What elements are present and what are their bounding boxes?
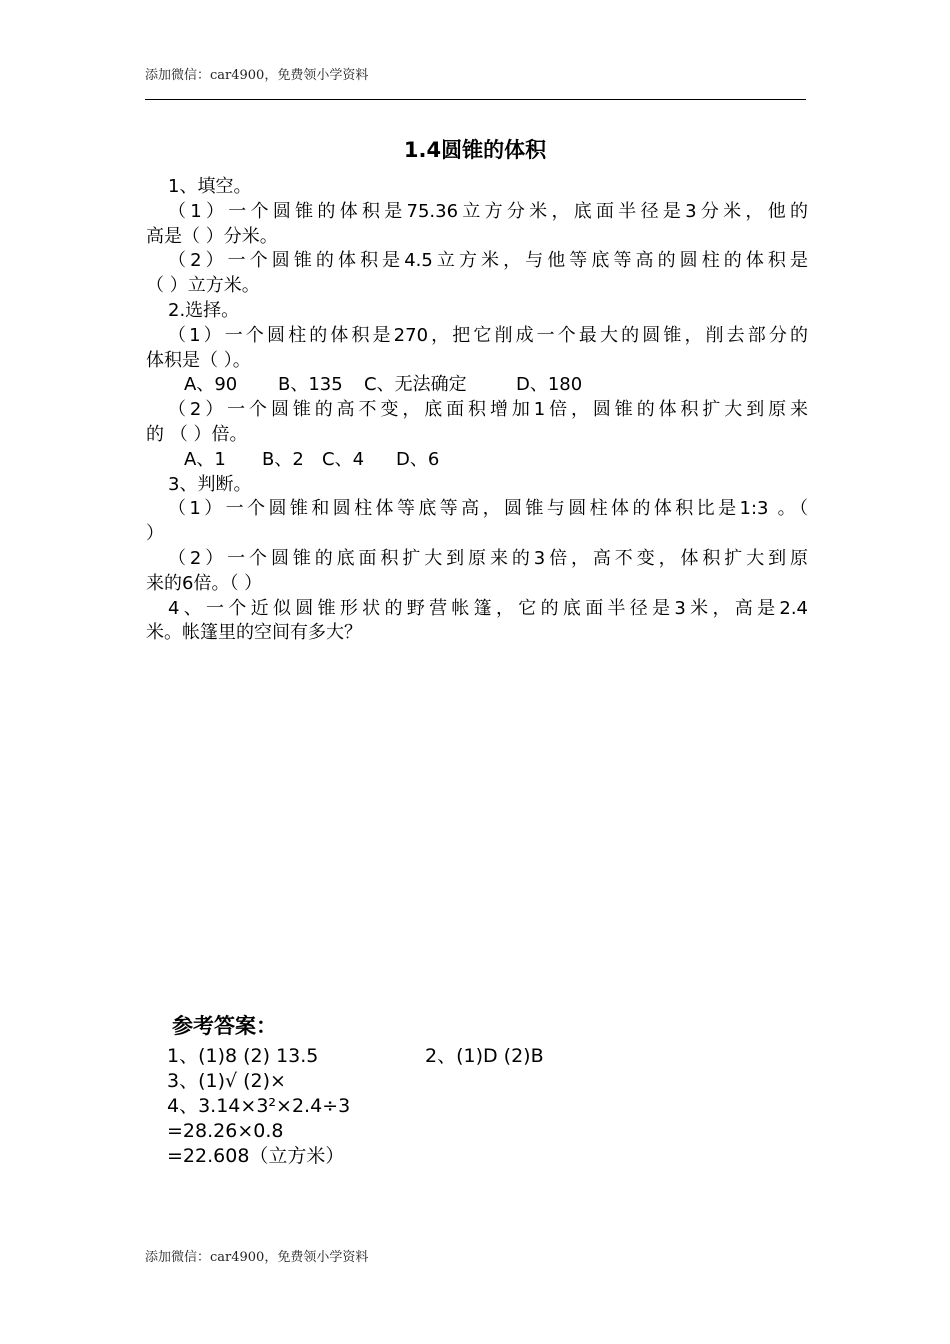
answer-3: 3、(1)√ (2)× (167, 1070, 286, 1092)
option-d: D、180 (516, 374, 583, 396)
answer-1: 1、(1)8 (2) 13.5 (167, 1045, 319, 1067)
q3-item1-line1: （1）一个圆锥和圆柱体等底等高，圆锥与圆柱体的体积比是1:3 。（ (168, 498, 808, 520)
option-a: A、90 (184, 374, 238, 396)
q2-item2-line1: （2）一个圆锥的高不变，底面积增加1倍，圆锥的体积扩大到原来 (168, 399, 808, 421)
q2-item1-line2: 体积是（ ）。 (146, 349, 251, 371)
q1-item2-line2: （ ）立方米。 (146, 275, 260, 297)
option-d: D、6 (396, 448, 440, 470)
answers-title: 参考答案： (172, 1013, 277, 1038)
q1-item2-line1: （2）一个圆锥的体积是4.5立方米，与他等底等高的圆柱的体积是 (168, 250, 808, 272)
answer-2: 2、(1)D (2)B (425, 1045, 544, 1067)
page-footer: 添加微信：car4900，免费领小学资料 (145, 1250, 369, 1265)
q2-item2-options (146, 448, 808, 473)
page-title: 1.4圆锥的体积 (403, 138, 547, 162)
answer-4-line2: =28.26×0.8 (167, 1120, 284, 1142)
q4-line1: 4、一个近似圆锥形状的野营帐篷，它的底面半径是3米，高是2.4 (168, 597, 808, 619)
worksheet-content (146, 175, 808, 646)
q2-item1-options (146, 373, 808, 398)
q2-item1-line1: （1）一个圆柱的体积是270，把它削成一个最大的圆锥，削去部分的 (168, 324, 808, 346)
q3-item2-line2: 来的6倍。（ ） (146, 572, 263, 594)
q1-heading: 1、填空。 (168, 176, 252, 197)
option-c: C、无法确定 (364, 374, 467, 396)
q1-item1-line1: （1）一个圆锥的体积是75.36立方分米，底面半径是3分米，他的 (168, 200, 808, 222)
option-b: B、2 (262, 448, 304, 470)
option-a: A、1 (184, 448, 226, 470)
q4-line2: 米。帐篷里的空间有多大？ (146, 622, 362, 644)
answer-4-line1: 4、3.14×3²×2.4÷3 (167, 1095, 351, 1117)
q3-item1-line2: ） (146, 523, 164, 545)
page-header: 添加微信：car4900，免费领小学资料 (145, 68, 369, 83)
answer-4-line3: =22.608（立方米） (167, 1145, 345, 1167)
q3-item2-line1: （2）一个圆锥的底面积扩大到原来的3倍，高不变，体积扩大到原 (168, 547, 808, 569)
answers-block (167, 1044, 767, 1169)
q2-heading: 2.选择。 (168, 299, 240, 321)
q3-heading: 3、判断。 (168, 473, 252, 495)
option-b: B、135 (278, 374, 343, 396)
header-rule (145, 99, 806, 100)
q1-item1-line2: 高是（ ）分米。 (146, 225, 278, 247)
option-c: C、4 (322, 448, 365, 470)
q2-item2-line2: 的 （ ）倍。 (146, 423, 248, 445)
